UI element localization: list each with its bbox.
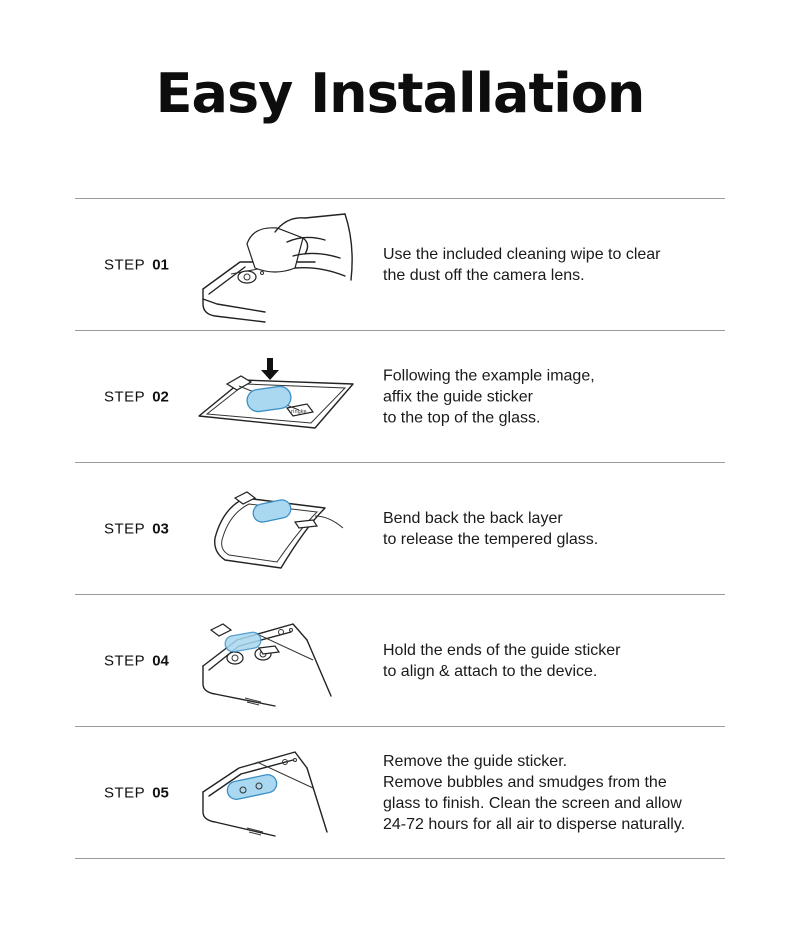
- step-description: [383, 365, 723, 428]
- step-number: 01: [152, 256, 169, 273]
- step-word: STEP: [104, 652, 146, 669]
- step-description-line: glass to finish. Clean the screen and allow: [383, 794, 682, 812]
- step-description-line: to align & attach to the device.: [383, 662, 598, 680]
- step-description-line: 24-72 hours for all air to disperse naturally.: [383, 815, 686, 833]
- step-description-line: to the top of the glass.: [383, 409, 541, 426]
- step-description-line: affix the guide sticker: [383, 388, 534, 405]
- finished-installation-illustration: [195, 732, 365, 853]
- align-attach-illustration: [195, 600, 365, 721]
- step-description-line: Use the included cleaning wipe to clear: [383, 245, 661, 263]
- svg-text:ringke: ringke: [291, 409, 307, 415]
- step-label: [104, 784, 169, 801]
- step-row-04: [75, 594, 725, 726]
- step-word: STEP: [104, 784, 146, 801]
- step-description: [383, 640, 723, 682]
- step-description: [383, 508, 723, 550]
- step-description: [383, 751, 723, 835]
- step-description-line: the dust off the camera lens.: [383, 266, 585, 284]
- cleaning-wipe-illustration: [195, 204, 365, 325]
- step-number: 02: [152, 388, 169, 405]
- step-label: [104, 388, 169, 405]
- step-row-01: [75, 198, 725, 330]
- installation-steps: [75, 198, 725, 859]
- step-description-line: Remove the guide sticker.: [383, 752, 568, 770]
- page-title: Easy Installation: [155, 62, 645, 125]
- bend-back-layer-illustration: [195, 468, 365, 589]
- step-description-line: to release the tempered glass.: [383, 530, 599, 548]
- guide-sticker-illustration: [195, 336, 365, 457]
- step-number: 04: [152, 652, 169, 669]
- step-word: STEP: [104, 388, 146, 405]
- step-row-05: [75, 726, 725, 859]
- step-number: 05: [152, 784, 169, 801]
- step-label: [104, 256, 169, 273]
- step-description-line: Following the example image,: [383, 367, 595, 384]
- step-description-line: Remove bubbles and smudges from the: [383, 773, 667, 791]
- step-row-02: [75, 330, 725, 462]
- step-description-line: Hold the ends of the guide sticker: [383, 641, 621, 659]
- step-number: 03: [152, 520, 169, 537]
- step-description: [383, 244, 723, 286]
- step-word: STEP: [104, 256, 146, 273]
- step-row-03: [75, 462, 725, 594]
- step-label: [104, 520, 169, 537]
- step-description-line: Bend back the back layer: [383, 509, 563, 527]
- step-word: STEP: [104, 520, 146, 537]
- step-label: [104, 652, 169, 669]
